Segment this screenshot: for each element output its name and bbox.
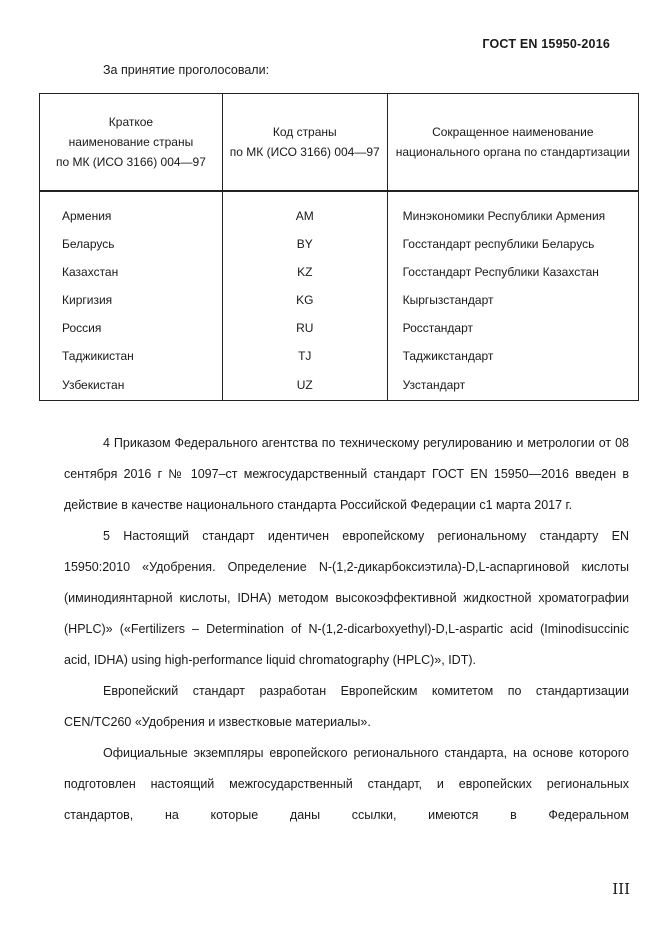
national-body: Кыргызстандарт [387,286,638,314]
country-code: TJ [222,342,387,370]
voting-countries-table [39,93,639,401]
page-number: III [612,880,630,898]
country-name: Киргизия [40,286,223,314]
table-row [40,286,639,314]
country-code: BY [222,230,387,258]
paragraph-developer: Европейский стандарт разработан Европейским комитетом по стандартизации CEN/TC260 «Удобрения и известковые материалы». [64,684,629,729]
country-name: Казахстан [40,258,223,286]
table-row [40,342,639,370]
national-body: Узстандарт [387,370,638,401]
table-header-row [40,94,639,192]
country-name: Россия [40,314,223,342]
country-code: UZ [222,370,387,401]
paragraph-identity: 5 Настоящий стандарт идентичен европейскому региональному стандарту EN 15950:2010 «Удобрения. Определение N-(1,2-дикарбоксиэтила)-D,L-аспаргиновой кислоты (иминодиянтарной кислоты, IDHA) методом высокоэффективной жидкостной хроматографии (HPLC)» («Fertilizers – Determination of N-(1,2-dicarboxyethyl)-D,L-aspartic acid (Iminodisuccinic acid, IDHA) using high-performance liquid chromatography (HPLC)», IDT). [64,529,629,667]
table-row [40,314,639,342]
country-code: AM [222,191,387,230]
intro-text: За принятие проголосовали: [103,63,270,77]
table-row [40,191,639,230]
national-body: Минэкономики Республики Армения [387,191,638,230]
country-code: RU [222,314,387,342]
country-code: KZ [222,258,387,286]
table-row [40,370,639,401]
country-name: Узбекистан [40,370,223,401]
table-row [40,258,639,286]
country-name: Армения [40,191,223,230]
header-country-name: Краткое наименование страны по МК (ИСО 3166) 004—97 [40,94,223,192]
country-name: Таджикистан [40,342,223,370]
national-body: Росстандарт [387,314,638,342]
country-code: KG [222,286,387,314]
national-body: Госстандарт Республики Казахстан [387,258,638,286]
table-row [40,230,639,258]
document-header: ГОСТ EN 15950-2016 [482,37,610,51]
paragraph-order: 4 Приказом Федерального агентства по техническому регулированию и метрологии от 08 сентября 2016 г № 1097–ст межгосударственный стандарт ГОСТ EN 15950—2016 введен в действие в качестве национального стандарта Российской Федерации с1 марта 2017 г. [64,436,629,512]
national-body: Госстандарт республики Беларусь [387,230,638,258]
header-country-code: Код страны по МК (ИСО 3166) 004—97 [222,94,387,192]
document-body [64,428,629,831]
national-body: Таджикстандарт [387,342,638,370]
paragraph-official-copies: Официальные экземпляры европейского регионального стандарта, на основе которого подготовлен настоящий межгосударственный стандарт, и европейских региональных стандартов, на которые даны ссылки, имеются в Федеральном [64,746,629,822]
header-national-body: Сокращенное наименование национального органа по стандартизации [387,94,638,192]
country-name: Беларусь [40,230,223,258]
